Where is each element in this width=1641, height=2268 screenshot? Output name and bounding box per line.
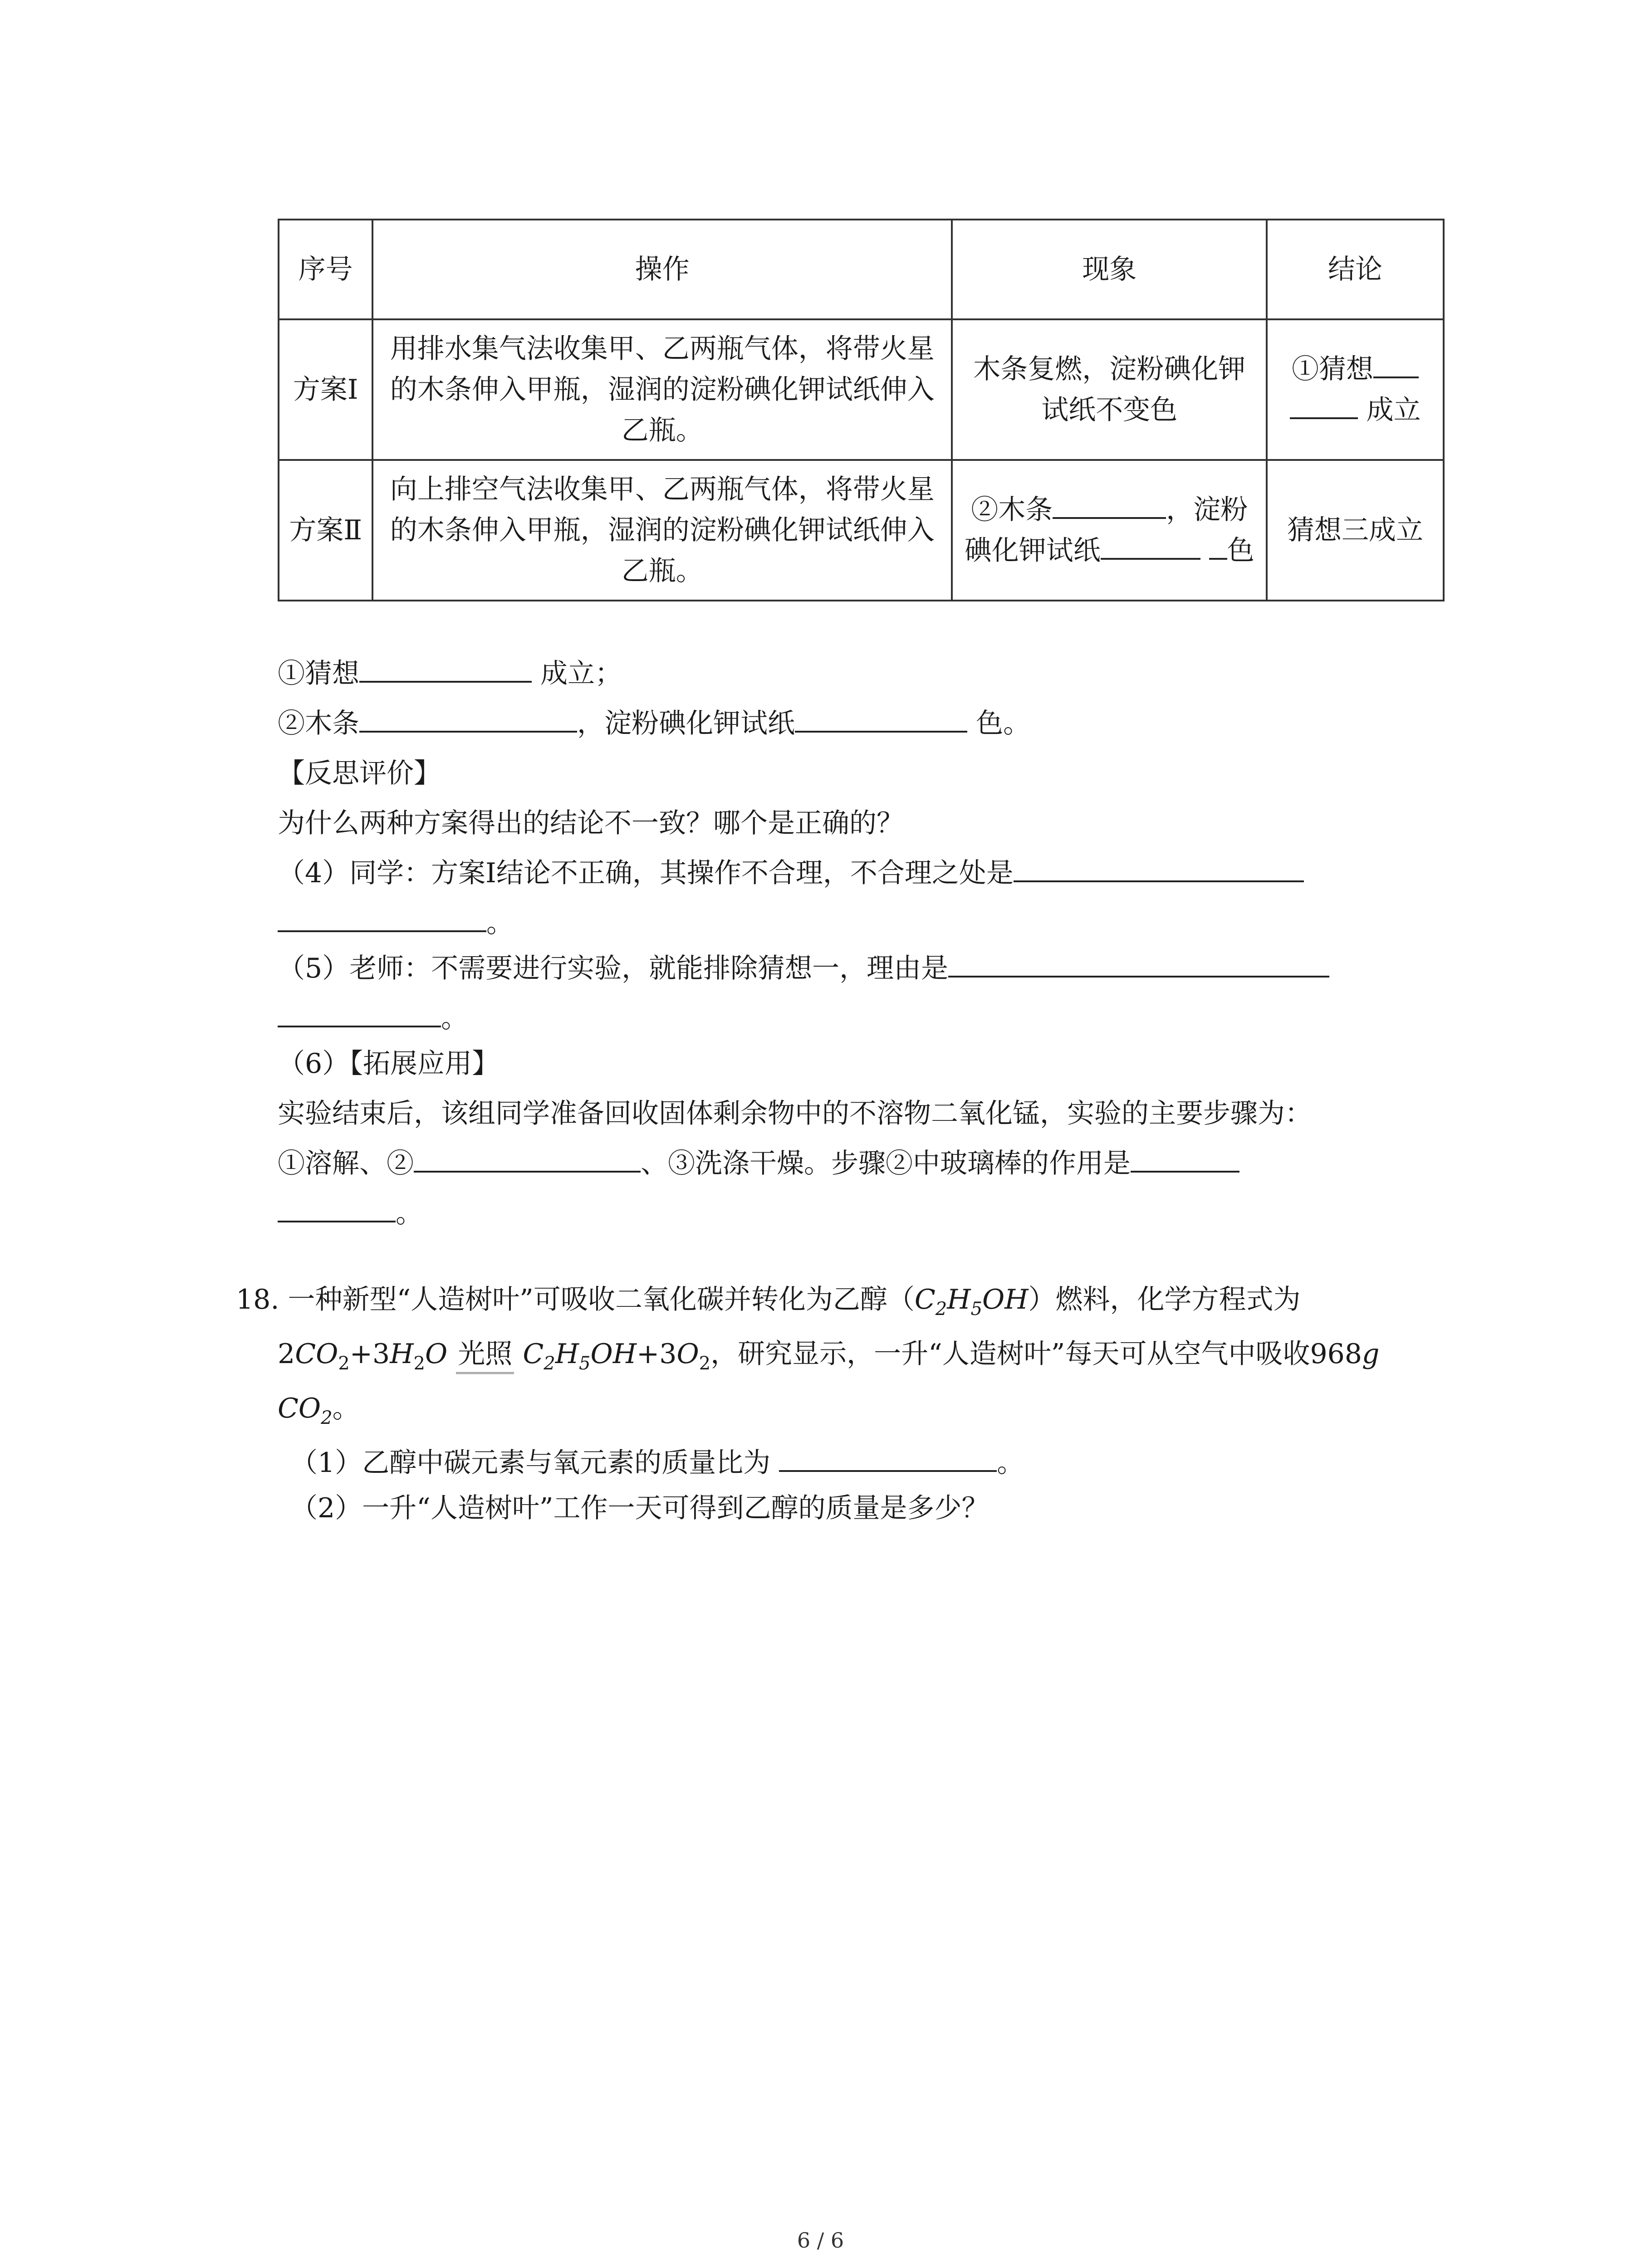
answer-line-2 — [278, 703, 1030, 744]
question-5 — [278, 948, 1329, 989]
text: 。 — [486, 907, 514, 939]
text: 成立； — [540, 658, 622, 689]
question-18-sub-1 — [290, 1442, 1024, 1483]
row-phenomenon — [952, 460, 1267, 601]
text: 。 — [441, 1002, 468, 1034]
row-conclusion: 猜想三成立 — [1267, 460, 1444, 601]
question-number: 18. — [236, 1284, 279, 1315]
question-18-equation — [278, 1334, 1379, 1384]
answer-blank[interactable] — [1209, 531, 1227, 560]
row-id: 方案Ⅰ — [279, 319, 372, 460]
header-phenomenon: 现象 — [952, 220, 1267, 319]
row-operation: 向上排空气法收集甲、乙两瓶气体，将带火星的木条伸入甲瓶，湿润的淀粉碘化钾试纸伸入乙瓶。 — [372, 460, 952, 601]
table-header-row — [279, 220, 1444, 319]
reflection-question: 为什么两种方案得出的结论不一致？哪个是正确的？ — [278, 807, 904, 839]
text: （5）老师：不需要进行实验，就能排除猜想一，理由是 — [278, 953, 949, 984]
answer-blank[interactable] — [948, 948, 1329, 978]
row-operation: 用排水集气法收集甲、乙两瓶气体，将带火星的木条伸入甲瓶，湿润的淀粉碘化钾试纸伸入乙瓶。 — [372, 319, 952, 460]
phenomenon-part: 色 — [1227, 535, 1254, 567]
unit: g — [1362, 1338, 1380, 1370]
text: ②木条 — [278, 708, 359, 739]
table-row — [279, 460, 1444, 601]
extension-steps-continued — [278, 1193, 423, 1234]
formula-products-2: $+3O_2$ — [637, 1338, 711, 1374]
formula-reactants: $2CO_2+3H_2O$ — [278, 1338, 448, 1374]
question-4-continued — [278, 903, 514, 943]
text: 。 — [332, 1393, 360, 1424]
answer-blank[interactable] — [359, 704, 577, 733]
header-id: 序号 — [279, 220, 372, 319]
question-18-sub-2: （2）一升“人造树叶”工作一天可得到乙醇的质量是多少？ — [290, 1492, 989, 1524]
text: ①溶解、② — [278, 1148, 414, 1179]
formula-products: $C_2H_5OH$ — [523, 1338, 637, 1374]
extension-steps — [278, 1143, 1239, 1184]
conclusion-prefix: ①猜想 — [1292, 353, 1374, 385]
answer-blank[interactable] — [1014, 853, 1304, 882]
text: （4）同学：方案Ⅰ结论不正确，其操作不合理，不合理之处是 — [278, 857, 1014, 889]
table-row — [279, 319, 1444, 460]
experiment-table — [278, 219, 1445, 601]
phenomenon-part: ②木条 — [971, 494, 1053, 526]
text: 。 — [997, 1447, 1024, 1479]
extension-heading: （6）【拓展应用】 — [278, 1048, 500, 1080]
text: 、③洗涤干燥。步骤②中玻璃棒的作用是 — [641, 1148, 1131, 1179]
text: ，淀粉碘化钾试纸 — [577, 708, 795, 739]
formula-co2: $CO_2$ — [278, 1393, 333, 1428]
text: ①猜想 — [278, 658, 359, 689]
formula-ethanol: $C_2H_5OH$ — [914, 1284, 1029, 1320]
row-phenomenon: 木条复燃，淀粉碘化钾试纸不变色 — [952, 319, 1267, 460]
answer-blank[interactable] — [1373, 349, 1419, 378]
answer-blank[interactable] — [278, 1193, 396, 1222]
answer-line-1 — [278, 653, 622, 694]
page-number: 6 / 6 — [797, 2228, 844, 2253]
row-conclusion — [1267, 319, 1444, 460]
question-5-continued — [278, 998, 468, 1039]
text: 一种新型“人造树叶”可吸收二氧化碳并转化为乙醇（ — [288, 1284, 915, 1315]
conclusion-suffix: 成立 — [1366, 394, 1421, 426]
answer-blank[interactable] — [1290, 390, 1358, 419]
row-id: 方案Ⅱ — [279, 460, 372, 601]
answer-blank[interactable] — [1131, 1144, 1239, 1173]
answer-blank[interactable] — [1101, 531, 1200, 560]
question-18-line-3 — [278, 1388, 360, 1438]
header-conclusion: 结论 — [1267, 220, 1444, 319]
answer-blank[interactable] — [359, 654, 532, 683]
answer-blank[interactable] — [414, 1144, 641, 1173]
answer-blank[interactable] — [795, 704, 967, 733]
text: 。 — [396, 1198, 423, 1229]
text: ）燃料，化学方程式为 — [1028, 1284, 1301, 1315]
reaction-condition: 光照 — [456, 1336, 514, 1374]
answer-blank[interactable] — [779, 1443, 997, 1472]
question-18-line-1 — [236, 1279, 1301, 1330]
text: 色。 — [976, 708, 1031, 739]
answer-blank[interactable] — [1053, 490, 1166, 519]
phenomenon-part: ，淀粉碘化钾试纸 — [964, 494, 1248, 567]
header-operation: 操作 — [372, 220, 952, 319]
reflection-heading: 【反思评价】 — [278, 758, 441, 789]
text: ，研究显示，一升“人造树叶”每天可从空气中吸收968 — [710, 1338, 1362, 1370]
question-4 — [278, 853, 1304, 894]
extension-text: 实验结束后，该组同学准备回收固体剩余物中的不溶物二氧化锰，实验的主要步骤为： — [278, 1098, 1312, 1129]
text: （1）乙醇中碳元素与氧元素的质量比为 — [290, 1447, 771, 1479]
answer-blank[interactable] — [278, 998, 441, 1027]
answer-blank[interactable] — [278, 903, 486, 932]
